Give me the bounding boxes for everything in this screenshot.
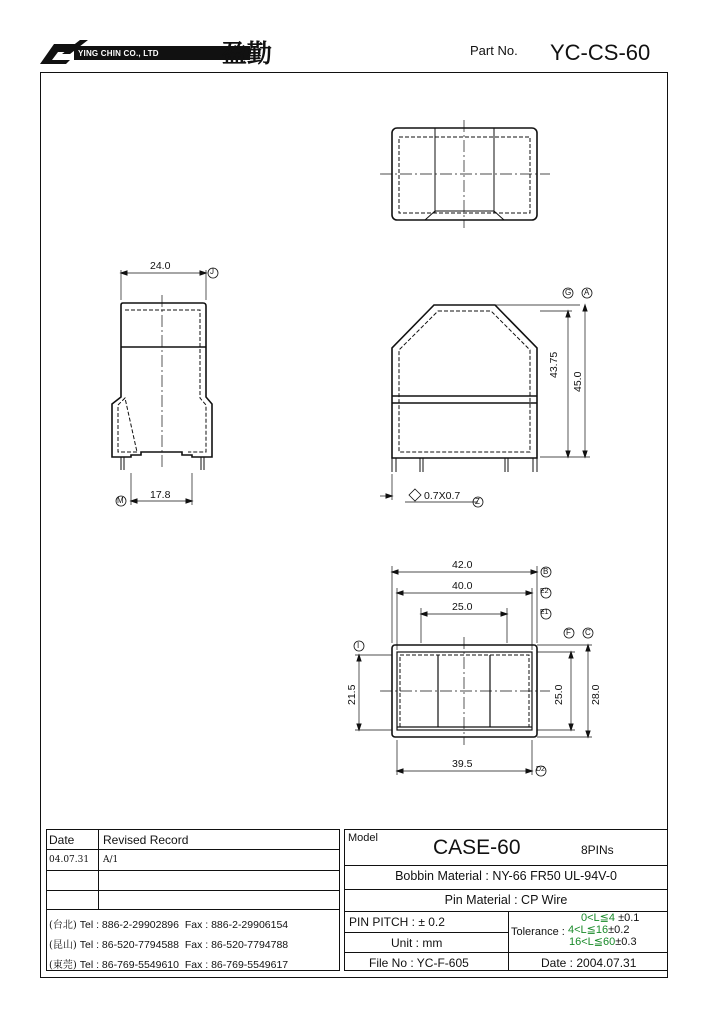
file-no: File No : YC-F-605 — [369, 956, 469, 970]
dim-pitch-17-8: 17.8 — [150, 489, 171, 501]
revision-row — [47, 850, 339, 871]
drawing-date: Date : 2004.07.31 — [541, 956, 637, 970]
datum-label-i: I — [357, 641, 360, 650]
bobbin-material: Bobbin Material : NY-66 FR50 UL-94V-0 — [395, 869, 617, 883]
revision-record-header: Revised Record — [103, 833, 189, 847]
tolerance-row-1: 0<L≦4 ±0.1 — [581, 912, 640, 924]
spec-table — [344, 829, 668, 971]
datum-label-m: M — [117, 496, 124, 505]
tolerance-row-2: 4<L≦16±0.2 — [568, 924, 630, 936]
unit: Unit : mm — [391, 936, 443, 950]
dim-height-43-75: 43.75 — [548, 351, 560, 378]
dim-height-21-5: 21.5 — [346, 684, 358, 705]
top-view — [380, 120, 550, 228]
part-no-label: Part No. — [470, 43, 518, 58]
company-name-en: YING CHIN CO., LTD — [78, 49, 159, 58]
pin-pitch: PIN PITCH : ± 0.2 — [349, 915, 445, 929]
part-no: YC-CS-60 — [550, 40, 651, 65]
dim-width-25: 25.0 — [452, 601, 473, 613]
revision-row-empty — [47, 891, 339, 910]
dim-width-24: 24.0 — [150, 260, 171, 272]
dim-height-45: 45.0 — [572, 371, 584, 392]
front-view — [380, 288, 592, 507]
datum-label-c: C — [585, 628, 591, 637]
dim-height-28: 28.0 — [590, 684, 602, 705]
datum-label-a: A — [584, 288, 590, 297]
contact-dongguan: (東莞) Tel : 86-769-5549610 Fax : 86-769-5549617 — [49, 959, 289, 971]
company-name-cn: 盈勤 — [222, 39, 273, 68]
datum-label-z: Z — [475, 497, 480, 506]
datum-label-d2: D2 — [536, 766, 545, 773]
revision-record: A/1 — [103, 855, 119, 865]
side-view — [112, 268, 218, 506]
datum-label-e2: E2 — [540, 588, 549, 595]
revision-date-header: Date — [47, 830, 99, 849]
dim-width-40: 40.0 — [452, 580, 473, 592]
datum-label-e1: E1 — [540, 609, 549, 616]
dim-width-42: 42.0 — [452, 559, 473, 571]
revision-row-empty — [47, 871, 339, 891]
datum-label-b: B — [543, 567, 549, 576]
revision-table — [46, 829, 340, 971]
datum-label-g: G — [565, 288, 572, 297]
bottom-view — [354, 566, 593, 776]
tolerance-row-3: 16<L≦60±0.3 — [569, 936, 637, 948]
revision-header — [47, 830, 339, 850]
dim-flatness: 0.7X0.7 — [424, 490, 461, 502]
model-label: Model — [348, 832, 378, 844]
pin-material: Pin Material : CP Wire — [444, 893, 568, 907]
revision-date: 04.07.31 — [47, 850, 99, 870]
dim-width-39-5: 39.5 — [452, 758, 473, 770]
model-name: CASE-60 — [433, 836, 521, 859]
pin-count: 8PINs — [581, 843, 614, 857]
tolerance-label: Tolerance : — [511, 926, 565, 938]
datum-label-f: F — [566, 628, 571, 637]
dim-height-25: 25.0 — [553, 684, 565, 705]
contact-kunshan: (昆山) Tel : 86-520-7794588 Fax : 86-520-7794788 — [49, 939, 289, 951]
datum-label-j: J — [210, 267, 214, 276]
contact-taipei: (台北) Tel : 886-2-29902896 Fax : 886-2-29906154 — [49, 919, 289, 931]
